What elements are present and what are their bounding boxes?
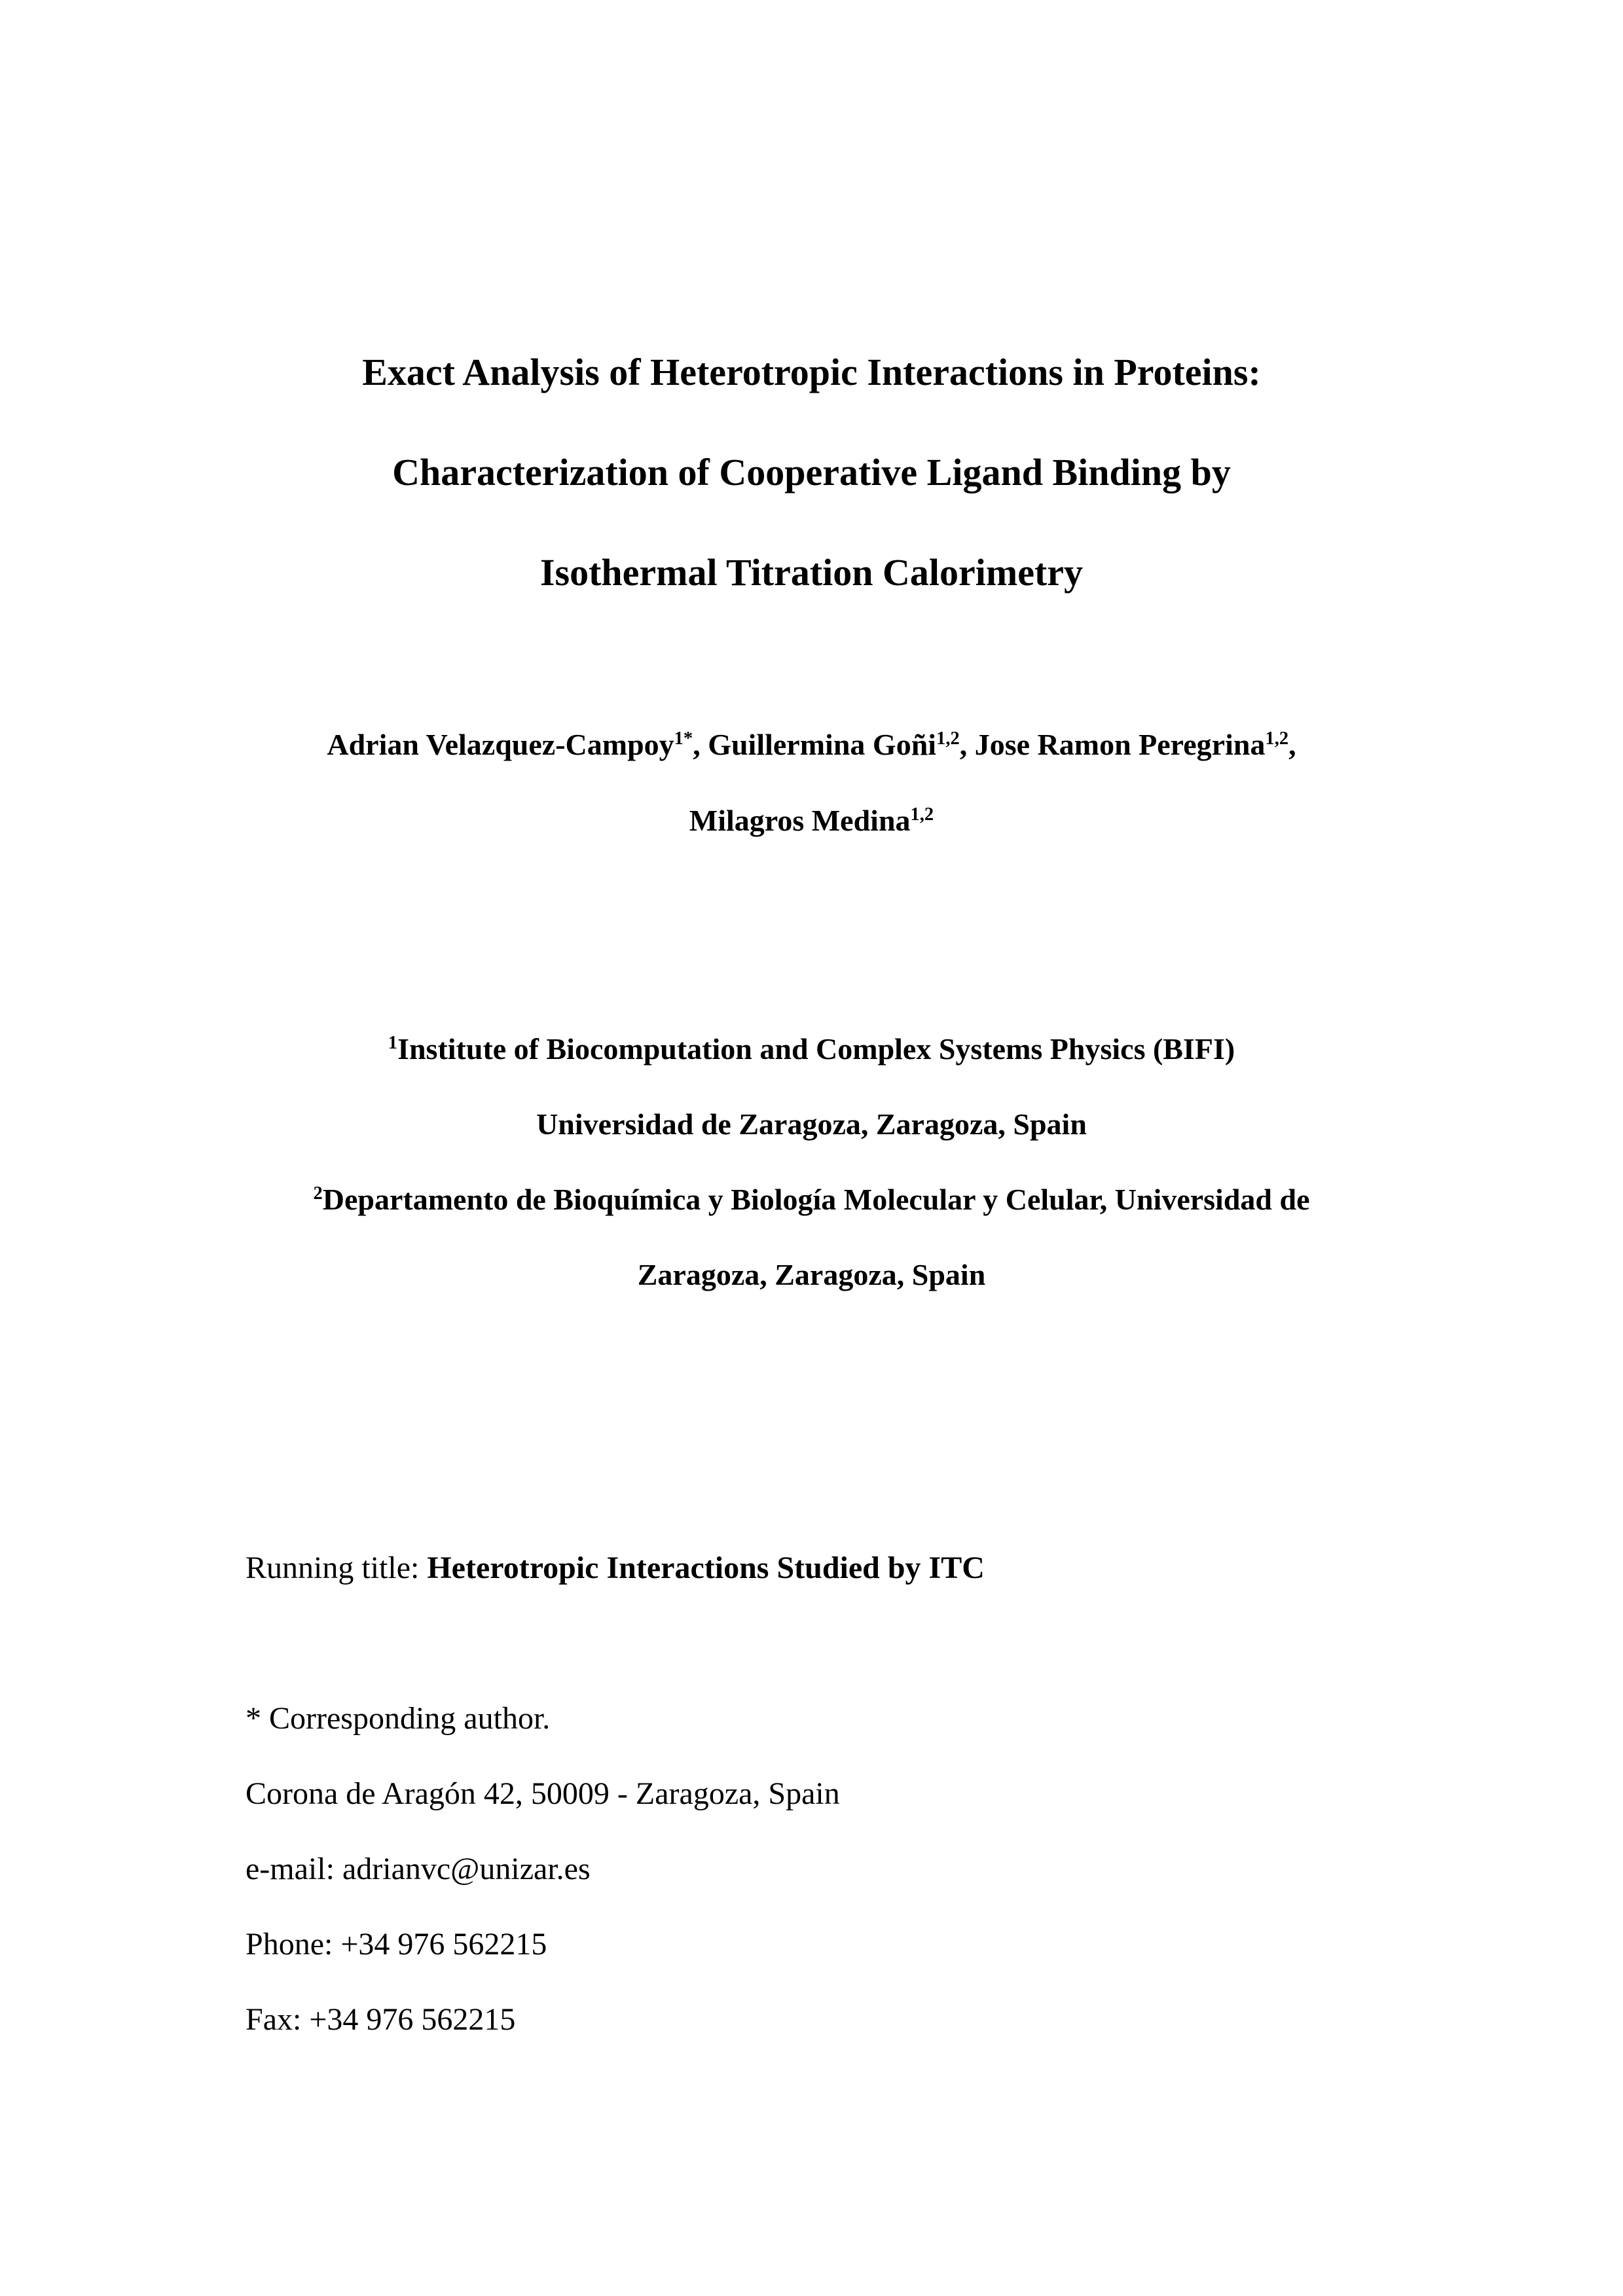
authors-line-2	[0, 806, 1623, 836]
phone: Phone: +34 976 562215	[246, 1927, 547, 1962]
author-affiliation-mark: 1,2	[910, 804, 934, 825]
author-affiliation-mark: 1*	[674, 728, 693, 749]
corresponding-author-heading: * Corresponding author.	[246, 1701, 551, 1736]
title-line-1: Exact Analysis of Heterotropic Interactions in Proteins:	[362, 351, 1261, 393]
author-name: Jose Ramon Peregrina	[974, 728, 1266, 761]
author-name: Milagros Medina	[689, 804, 911, 837]
fax: Fax: +34 976 562215	[246, 2002, 516, 2037]
author-name: Adrian Velazquez-Campoy	[327, 728, 674, 761]
authors-line-1: Adrian Velazquez-Campoy$^{1*}$, Guillermina Goñi$^{1,2}$, Jose Ramon Peregrina$^{1,2}$,	[327, 728, 1296, 761]
author-affiliation-mark: 1,2	[1265, 728, 1289, 749]
title-line-2: Characterization of Cooperative Ligand Binding by	[392, 451, 1231, 493]
author-affiliation-mark: 1,2	[936, 728, 960, 749]
author-name: Guillermina Goñi	[708, 728, 937, 761]
title-line-3: Isothermal Titration Calorimetry	[539, 551, 1084, 594]
affiliation-1-line-1: $^1$Institute of Biocomputation and Complex Systems Physics (BIFI)	[388, 1032, 1235, 1066]
affiliation-2-line-2: Zaragoza, Zaragoza, Spain	[637, 1258, 986, 1291]
address: Corona de Aragón 42, 50009 - Zaragoza, Spain	[246, 1776, 840, 1811]
running-title: Running title: Heterotropic Interactions Studied by ITC	[246, 1551, 985, 1585]
affiliation-1-line-2: Universidad de Zaragoza, Zaragoza, Spain	[536, 1107, 1087, 1141]
affiliation-2-line-1: $^2$Departamento de Bioquímica y Biología Molecular y Celular, Universidad de	[313, 1183, 1310, 1216]
email: e-mail: adrianvc@unizar.es	[246, 1852, 591, 1886]
